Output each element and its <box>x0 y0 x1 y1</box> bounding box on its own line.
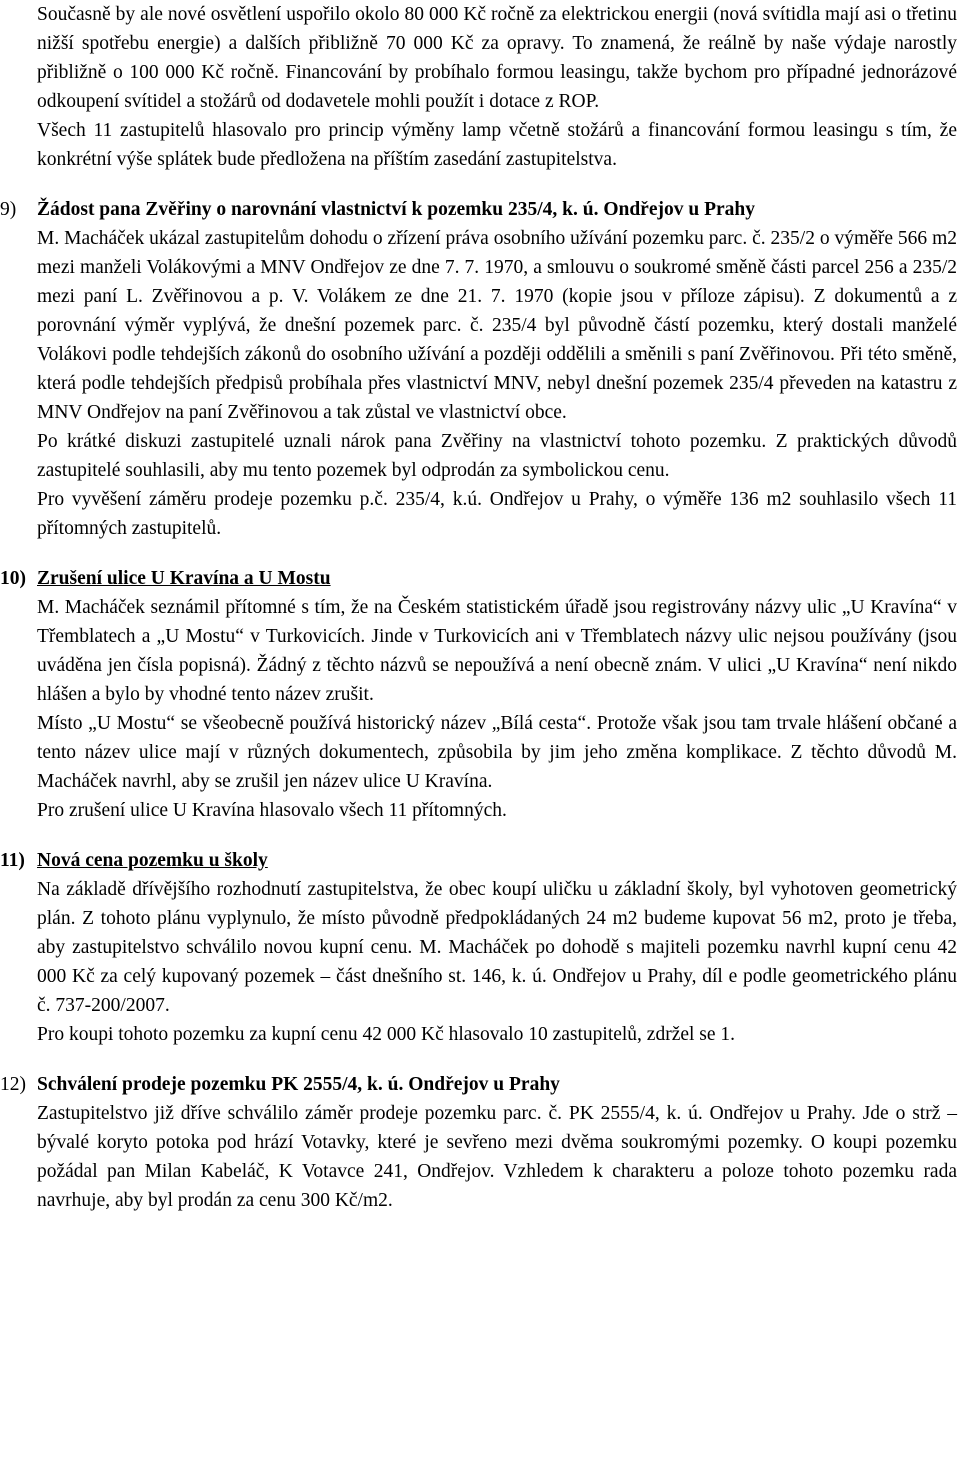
item-11-title: Nová cena pozemku u školy <box>37 850 268 871</box>
item-11-section <box>0 846 957 1049</box>
item-9-paragraph-3: Pro vyvěšení záměru prodeje pozemku p.č. 235/4, k.ú. Ondřejov u Prahy, o výměře 136 m2 souhlasilo všech 11 přítomných zastupitelů. <box>37 489 957 539</box>
item-10-section <box>0 564 957 825</box>
item-12-paragraph-1: Zastupitelstvo již dříve schválilo záměr prodeje pozemku parc. č. PK 2555/4, k. ú. Ondřejov u Prahy. Jde o strž – bývalé koryto potoka pod hrází Votavky, které je sevřeno mezi dvěma soukromými pozemky. O koupi pozemku požádal pan Milan Kabeláč, K Votavce 241, Ondřejov. Vzhledem k charakteru a poloze tohoto pozemku rada navrhuje, aby byl prodán za cenu 300 Kč/m2. <box>37 1103 957 1211</box>
item-9-number: 9) <box>0 199 17 220</box>
item-9-paragraph-1: M. Macháček ukázal zastupitelům dohodu o zřízení práva osobního užívání pozemku parc. č. 235/2 o výměře 566 m2 mezi manželi Volákovými a MNV Ondřejov ze dne 7. 7. 1970, a smlouvu o soukromé směně části parcel 256 a 235/2 mezi paní L. Zvěřinovou a p. V. Volákem ze dne 21. 7. 1970 (kopie jsou v příloze zápisu). Z dokumentů a z porovnání výměr vyplývá, že dnešní pozemek parc. č. 235/4 byl původně částí pozemku, který dostali manželé Volákovi podle tehdejších zákonů do osobního užívání a později oddělili a směnili s paní Zvěřinovou. Při této směně, která podle tehdejších předpisů probíhala přes vlastnictví MNV, nebyl dnešní pozemek 235/4 převeden na katastru z MNV Ondřejov na paní Zvěřinovou a tak zůstal ve vlastnictví obce. <box>37 228 957 423</box>
item-9-title: Žádost pana Zvěřiny o narovnání vlastnictví k pozemku 235/4, k. ú. Ondřejov u Prahy <box>37 199 755 220</box>
item-12-title: Schválení prodeje pozemku PK 2555/4, k. ú. Ondřejov u Prahy <box>37 1074 560 1095</box>
intro-paragraph-2: Všech 11 zastupitelů hlasovalo pro princip výměny lamp včetně stožárů a financování formou leasingu s tím, že konkrétní výše splátek bude předložena na příštím zasedání zastupitelstva. <box>37 120 957 170</box>
item-12-section <box>0 1070 957 1215</box>
item-10-number: 10) <box>0 568 26 589</box>
item-12-number: 12) <box>0 1074 26 1095</box>
item-11-paragraph-2: Pro koupi tohoto pozemku za kupní cenu 42 000 Kč hlasovalo 10 zastupitelů, zdržel se 1. <box>37 1024 736 1045</box>
item-10-title: Zrušení ulice U Kravína a U Mostu <box>37 568 331 589</box>
item-10-paragraph-1: M. Macháček seznámil přítomné s tím, že na Českém statistickém úřadě jsou registrovány názvy ulic „U Kravína“ v Třemblatech a „U Mostu“ v Turkovicích. Jinde v Turkovicích ani v Třemblatech názvy ulic nejsou používány (jsou uváděna jen čísla popisná). Žádný z těchto názvů se nepoužívá a není obecně znám. V ulici „U Kravína“ není nikdo hlášen a bylo by vhodné tento název zrušit. <box>37 597 957 705</box>
item-11-heading <box>0 846 957 875</box>
item-11-number: 11) <box>0 850 25 871</box>
item-10-heading <box>0 564 957 593</box>
item-11-paragraph-1: Na základě dřívějšího rozhodnutí zastupitelstva, že obec koupí uličku u základní školy, byl vyhotoven geometrický plán. Z tohoto plánu vyplynulo, že místo původně předpokládaných 24 m2 budeme kupovat 56 m2, proto je třeba, aby zastupitelstvo schválilo novou kupní cenu. M. Macháček po dohodě s majiteli pozemku navrhl kupní cenu 42 000 Kč za celý kupovaný pozemek – část dnešního st. 146, k. ú. Ondřejov u Prahy, díl e podle geometrického plánu č. 737-200/2007. <box>37 879 957 1016</box>
item-10-paragraph-3: Pro zrušení ulice U Kravína hlasovalo všech 11 přítomných. <box>37 800 507 821</box>
intro-paragraph-1: Současně by ale nové osvětlení uspořilo okolo 80 000 Kč ročně za elektrickou energii (nová svítidla mají asi o třetinu nižší spotřebu energie) a dalších přibližně 70 000 Kč za opravy. To znamená, že reálně by naše výdaje narostly přibližně o 100 000 Kč ročně. Financování by probíhalo formou leasingu, takže bychom pro případné jednorázové odkoupení svítidel a stožárů od dodavetele mohli použít i dotace z ROP. <box>37 4 957 112</box>
item-9-heading <box>0 195 957 224</box>
item-9-paragraph-2: Po krátké diskuzi zastupitelé uznali nárok pana Zvěřiny na vlastnictví tohoto pozemku. Z praktických důvodů zastupitelé souhlasili, aby mu tento pozemek byl odprodán za symbolickou cenu. <box>37 431 957 481</box>
item-9-section <box>0 195 957 543</box>
item-12-heading <box>0 1070 957 1099</box>
item-10-paragraph-2: Místo „U Mostu“ se všeobecně používá historický název „Bílá cesta“. Protože však jsou tam trvale hlášení občané a tento název ulice mají v různých dokumentech, způsobila by jim jeho změna komplikace. Z těchto důvodů M. Macháček navrhl, aby se zrušil jen název ulice U Kravína. <box>37 713 957 792</box>
